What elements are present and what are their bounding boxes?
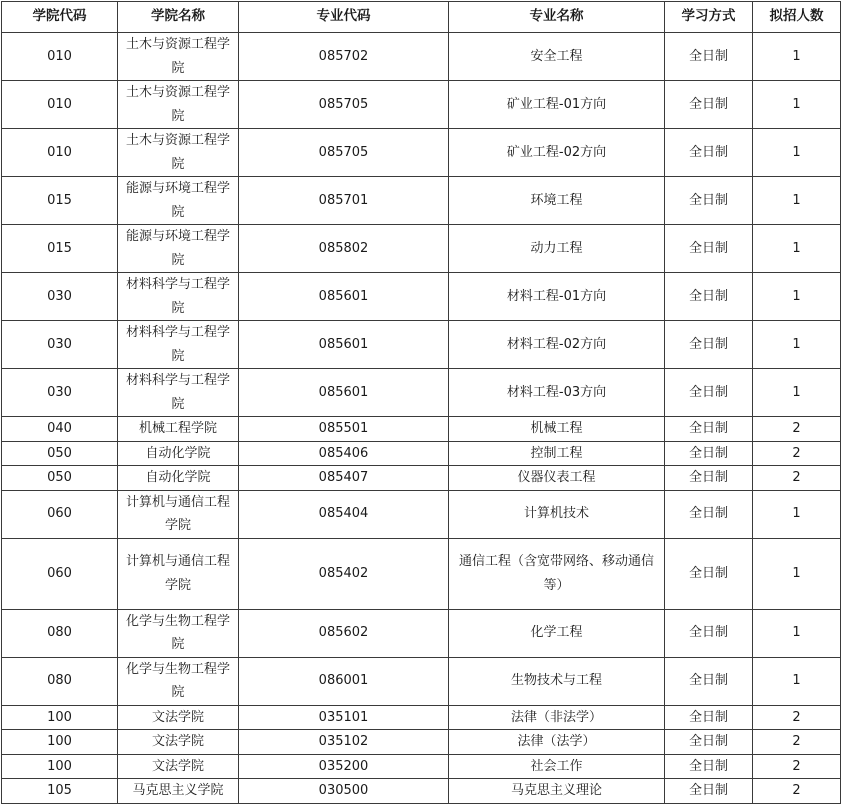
school-code-cell: 010: [2, 81, 118, 129]
school-code-cell: 050: [2, 441, 118, 466]
table-row: [2, 466, 841, 491]
school-name-cell: 文法学院: [118, 705, 239, 730]
school-code-cell: 015: [2, 225, 118, 273]
table-row: [2, 177, 841, 225]
major-code-cell: 085702: [239, 33, 449, 81]
table-row: [2, 730, 841, 755]
header-major-name: 专业名称: [449, 2, 665, 33]
study-mode-cell: 全日制: [665, 730, 753, 755]
planned-count-cell: 2: [753, 705, 841, 730]
major-name-cell: 材料工程-01方向: [449, 273, 665, 321]
planned-count-cell: 2: [753, 417, 841, 442]
study-mode-cell: 全日制: [665, 369, 753, 417]
school-name-cell: 机械工程学院: [118, 417, 239, 442]
major-name-cell: 生物技术与工程: [449, 657, 665, 705]
school-name-cell: 马克思主义学院: [118, 779, 239, 804]
planned-count-cell: 2: [753, 754, 841, 779]
planned-count-cell: 2: [753, 779, 841, 804]
study-mode-cell: 全日制: [665, 609, 753, 657]
planned-count-cell: 1: [753, 33, 841, 81]
major-code-cell: 035200: [239, 754, 449, 779]
planned-count-cell: 2: [753, 730, 841, 755]
table-row: [2, 81, 841, 129]
school-code-cell: 030: [2, 321, 118, 369]
study-mode-cell: 全日制: [665, 273, 753, 321]
study-mode-cell: 全日制: [665, 538, 753, 609]
study-mode-cell: 全日制: [665, 466, 753, 491]
major-code-cell: 085406: [239, 441, 449, 466]
study-mode-cell: 全日制: [665, 705, 753, 730]
major-code-cell: 035101: [239, 705, 449, 730]
major-code-cell: 085705: [239, 81, 449, 129]
planned-count-cell: 2: [753, 466, 841, 491]
major-name-cell: 通信工程（含宽带网络、移动通信等）: [449, 538, 665, 609]
school-code-cell: 010: [2, 33, 118, 81]
major-code-cell: 030500: [239, 779, 449, 804]
major-name-cell: 社会工作: [449, 754, 665, 779]
study-mode-cell: 全日制: [665, 33, 753, 81]
major-name-cell: 机械工程: [449, 417, 665, 442]
header-school-code: 学院代码: [2, 2, 118, 33]
major-name-cell: 法律（法学）: [449, 730, 665, 755]
major-name-cell: 环境工程: [449, 177, 665, 225]
planned-count-cell: 1: [753, 369, 841, 417]
school-code-cell: 040: [2, 417, 118, 442]
major-code-cell: 086001: [239, 657, 449, 705]
major-code-cell: 085601: [239, 273, 449, 321]
major-code-cell: 085701: [239, 177, 449, 225]
table-row: [2, 321, 841, 369]
header-study-mode: 学习方式: [665, 2, 753, 33]
school-code-cell: 010: [2, 129, 118, 177]
major-name-cell: 材料工程-02方向: [449, 321, 665, 369]
table-row: [2, 538, 841, 609]
major-name-cell: 化学工程: [449, 609, 665, 657]
school-code-cell: 030: [2, 273, 118, 321]
school-code-cell: 060: [2, 538, 118, 609]
school-name-cell: 文法学院: [118, 754, 239, 779]
study-mode-cell: 全日制: [665, 177, 753, 225]
major-code-cell: 085802: [239, 225, 449, 273]
study-mode-cell: 全日制: [665, 490, 753, 538]
major-name-cell: 马克思主义理论: [449, 779, 665, 804]
table-row: [2, 129, 841, 177]
study-mode-cell: 全日制: [665, 321, 753, 369]
school-name-cell: 土木与资源工程学院: [118, 33, 239, 81]
school-name-cell: 自动化学院: [118, 466, 239, 491]
major-name-cell: 材料工程-03方向: [449, 369, 665, 417]
school-name-cell: 能源与环境工程学院: [118, 225, 239, 273]
school-code-cell: 080: [2, 609, 118, 657]
header-school-name: 学院名称: [118, 2, 239, 33]
major-code-cell: 085407: [239, 466, 449, 491]
table-row: [2, 705, 841, 730]
enrollment-table: [1, 1, 841, 804]
major-name-cell: 法律（非法学）: [449, 705, 665, 730]
study-mode-cell: 全日制: [665, 657, 753, 705]
table-row: [2, 609, 841, 657]
major-name-cell: 仪器仪表工程: [449, 466, 665, 491]
school-code-cell: 080: [2, 657, 118, 705]
major-name-cell: 安全工程: [449, 33, 665, 81]
study-mode-cell: 全日制: [665, 81, 753, 129]
table-row: [2, 754, 841, 779]
major-code-cell: 085601: [239, 369, 449, 417]
school-name-cell: 化学与生物工程学院: [118, 609, 239, 657]
planned-count-cell: 1: [753, 609, 841, 657]
study-mode-cell: 全日制: [665, 441, 753, 466]
table-row: [2, 33, 841, 81]
major-name-cell: 矿业工程-01方向: [449, 81, 665, 129]
planned-count-cell: 2: [753, 441, 841, 466]
table-body: [2, 33, 841, 804]
planned-count-cell: 1: [753, 538, 841, 609]
school-name-cell: 材料科学与工程学院: [118, 321, 239, 369]
major-code-cell: 085602: [239, 609, 449, 657]
school-name-cell: 自动化学院: [118, 441, 239, 466]
table-row: [2, 490, 841, 538]
table-row: [2, 779, 841, 804]
planned-count-cell: 1: [753, 273, 841, 321]
school-name-cell: 土木与资源工程学院: [118, 129, 239, 177]
table-row: [2, 657, 841, 705]
study-mode-cell: 全日制: [665, 754, 753, 779]
planned-count-cell: 1: [753, 81, 841, 129]
school-code-cell: 105: [2, 779, 118, 804]
header-row: [2, 2, 841, 33]
major-code-cell: 085404: [239, 490, 449, 538]
school-name-cell: 材料科学与工程学院: [118, 273, 239, 321]
header-planned-count: 拟招人数: [753, 2, 841, 33]
school-name-cell: 文法学院: [118, 730, 239, 755]
study-mode-cell: 全日制: [665, 225, 753, 273]
major-code-cell: 085501: [239, 417, 449, 442]
study-mode-cell: 全日制: [665, 417, 753, 442]
major-code-cell: 085601: [239, 321, 449, 369]
study-mode-cell: 全日制: [665, 129, 753, 177]
header-major-code: 专业代码: [239, 2, 449, 33]
school-code-cell: 050: [2, 466, 118, 491]
major-code-cell: 035102: [239, 730, 449, 755]
major-name-cell: 矿业工程-02方向: [449, 129, 665, 177]
major-name-cell: 动力工程: [449, 225, 665, 273]
planned-count-cell: 1: [753, 657, 841, 705]
school-code-cell: 015: [2, 177, 118, 225]
major-code-cell: 085705: [239, 129, 449, 177]
table-row: [2, 441, 841, 466]
school-name-cell: 土木与资源工程学院: [118, 81, 239, 129]
school-name-cell: 能源与环境工程学院: [118, 177, 239, 225]
planned-count-cell: 1: [753, 177, 841, 225]
school-code-cell: 030: [2, 369, 118, 417]
planned-count-cell: 1: [753, 225, 841, 273]
major-name-cell: 控制工程: [449, 441, 665, 466]
school-code-cell: 100: [2, 754, 118, 779]
planned-count-cell: 1: [753, 321, 841, 369]
planned-count-cell: 1: [753, 129, 841, 177]
school-name-cell: 计算机与通信工程学院: [118, 538, 239, 609]
major-name-cell: 计算机技术: [449, 490, 665, 538]
table-row: [2, 225, 841, 273]
school-name-cell: 化学与生物工程学院: [118, 657, 239, 705]
school-name-cell: 材料科学与工程学院: [118, 369, 239, 417]
study-mode-cell: 全日制: [665, 779, 753, 804]
table-row: [2, 273, 841, 321]
school-code-cell: 100: [2, 730, 118, 755]
table-row: [2, 417, 841, 442]
table-row: [2, 369, 841, 417]
planned-count-cell: 1: [753, 490, 841, 538]
school-name-cell: 计算机与通信工程学院: [118, 490, 239, 538]
major-code-cell: 085402: [239, 538, 449, 609]
school-code-cell: 100: [2, 705, 118, 730]
school-code-cell: 060: [2, 490, 118, 538]
